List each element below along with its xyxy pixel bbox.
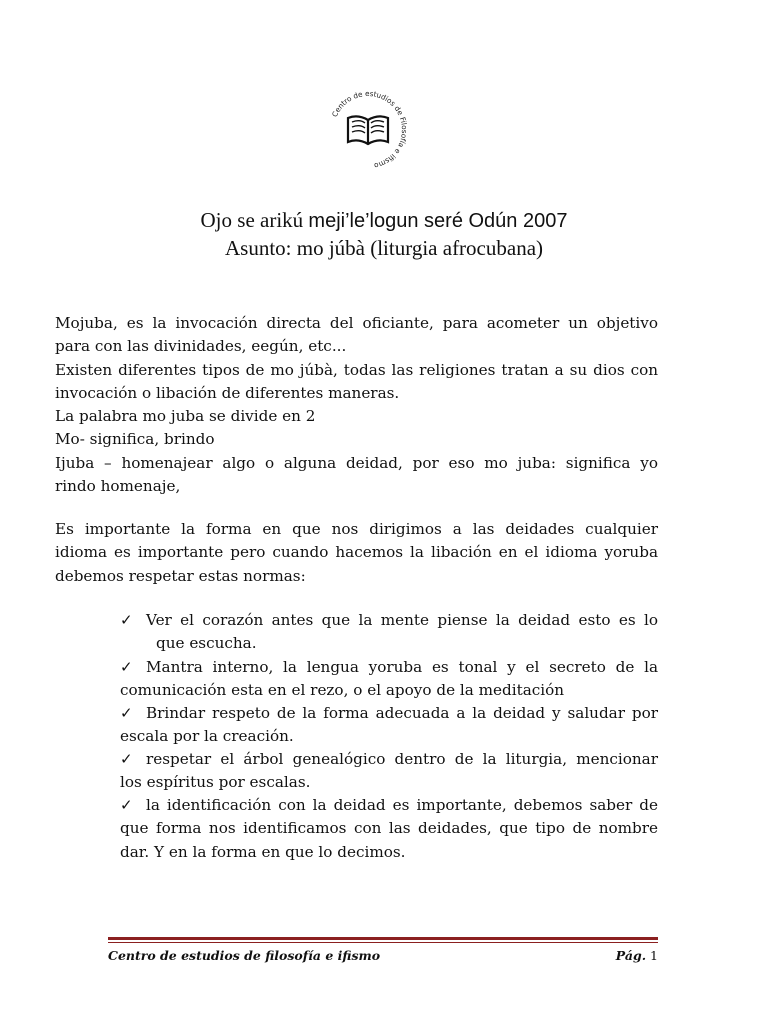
title-part-b: meji’le’logun seré Odún 2007 (308, 210, 568, 232)
text-line: debemos respetar estas normas: (55, 566, 306, 585)
list-item-continuation: escala por la creación. (120, 727, 294, 745)
page-label: Pág. (615, 948, 647, 963)
text-line: para con las divinidades, eegún, etc... (55, 337, 347, 356)
list-item: ✓ la identificación con la deidad es importante, debemos saber de que forma nos identificamos con las deidades, que tipo de nombre dar. Y en la forma en que lo decimos. (120, 794, 658, 864)
check-icon: ✓ (120, 796, 133, 814)
list-item-continuation: que forma nos identificamos con las deidades, que tipo de nombre (120, 819, 658, 838)
text-line: rindo homenaje, (55, 477, 181, 496)
list-item: ✓ Ver el corazón antes que la mente piense la deidad esto es lo (120, 609, 658, 632)
text-line: La palabra mo juba se divide en 2 (55, 407, 316, 426)
text-line: Mo- significa, brindo (55, 430, 215, 449)
list-item: ✓ Brindar respeto de la forma adecuada a la deidad y saludar por (120, 702, 658, 725)
list-item-continuation: dar. Y en la forma en que lo decimos. (120, 842, 406, 861)
document-title (0, 208, 768, 233)
check-icon: ✓ (120, 750, 133, 768)
rules-list (120, 609, 658, 656)
footer-institution: Centro de estudios de filosofía e ifismo (108, 948, 381, 963)
paragraph-forms (55, 518, 658, 588)
list-item-continuation: que escucha. (156, 634, 257, 653)
page-number-value: 1 (650, 948, 658, 963)
list-item-continuation: comunicación esta en el rezo, o el apoyo de la meditación (120, 681, 565, 699)
list-item: ✓ respetar el árbol genealógico dentro de la liturgia, mencionar (120, 748, 658, 771)
check-icon: ✓ (120, 658, 133, 676)
paragraph-intro (55, 312, 658, 498)
footer-rule-thin (108, 942, 658, 943)
open-book-icon (320, 82, 416, 178)
footer-rule (108, 937, 658, 940)
logo (320, 82, 416, 178)
text-line: Ijuba – homenajear algo o alguna deidad, por eso mo juba: significa yo (55, 453, 658, 472)
check-icon: ✓ (120, 611, 133, 629)
list-item-continuation: los espíritus por escalas. (120, 773, 311, 791)
check-icon: ✓ (120, 704, 133, 722)
text-line: idioma es importante pero cuando hacemos la libación en el idioma yoruba (55, 543, 658, 562)
title-part-a: Ojo se arikú (200, 208, 309, 232)
logo-ring-text: Centro de estudios de Filosofía e ifismo (329, 88, 410, 171)
text-line: Mojuba, es la invocación directa del oficiante, para acometer un objetivo (55, 314, 658, 332)
text-line: Es importante la forma en que nos dirigimos a las deidades cualquier (55, 520, 658, 538)
text-line: Existen diferentes tipos de mo júbà, todas las religiones tratan a su dios con (55, 360, 658, 379)
document-subject: Asunto: mo júbà (liturgia afrocubana) (224, 236, 544, 260)
text-line: invocación o libación de diferentes maneras. (55, 383, 400, 402)
page-number (616, 948, 658, 963)
list-item: ✓ Mantra interno, la lengua yoruba es tonal y el secreto de la (120, 656, 658, 679)
